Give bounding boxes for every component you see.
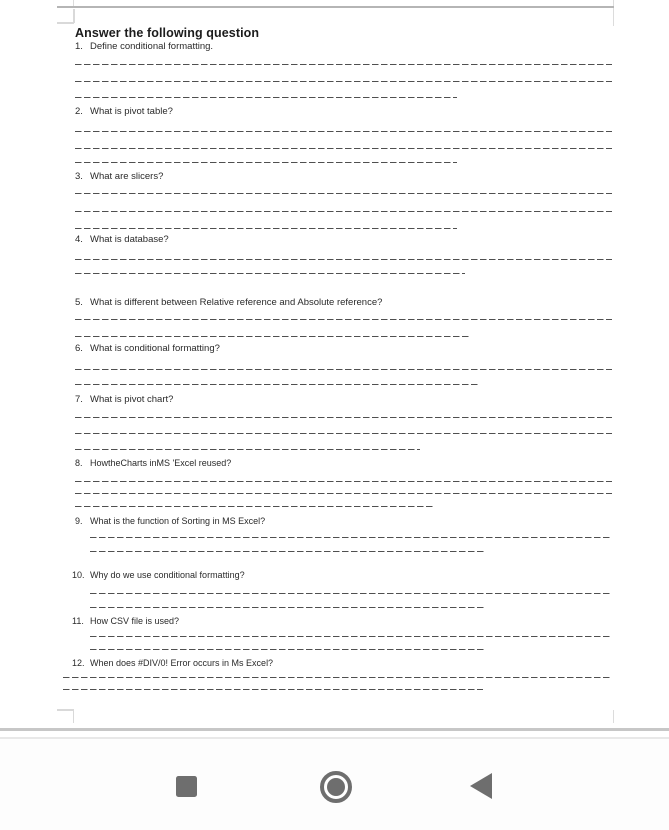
home-button[interactable] xyxy=(320,771,352,803)
question-text: What is pivot chart? xyxy=(90,394,174,405)
answer-blank-line xyxy=(63,689,483,690)
question-number: 10. xyxy=(72,570,85,580)
question-text: What is the function of Sorting in MS Excel? xyxy=(90,516,266,526)
question-text: What is different between Relative reference and Absolute reference? xyxy=(90,297,383,308)
answer-blank-line xyxy=(75,319,612,320)
question-number: 5. xyxy=(75,297,83,308)
margin-crop-mark xyxy=(613,710,614,723)
answer-blank-line xyxy=(75,449,420,450)
question-number: 12. xyxy=(72,658,85,668)
page-break-rule xyxy=(57,6,614,8)
margin-crop-mark xyxy=(73,9,75,23)
question-text: How CSV file is used? xyxy=(90,616,180,626)
answer-blank-line xyxy=(90,636,612,637)
question-item xyxy=(72,616,179,626)
question-number: 6. xyxy=(75,343,83,354)
answer-blank-line xyxy=(75,259,612,260)
question-item xyxy=(75,234,169,245)
question-number: 2. xyxy=(75,106,83,117)
question-item xyxy=(75,41,213,52)
question-item xyxy=(72,570,245,580)
question-number: 3. xyxy=(75,171,83,182)
answer-blank-line xyxy=(75,64,612,65)
question-item xyxy=(72,658,273,668)
android-navbar xyxy=(0,739,669,830)
question-item xyxy=(75,171,163,182)
question-text: Define conditional formatting. xyxy=(90,41,214,52)
answer-blank-line xyxy=(75,433,612,434)
question-text: Why do we use conditional formatting? xyxy=(90,570,245,580)
answer-blank-line xyxy=(75,417,612,418)
question-number: 7. xyxy=(75,394,83,405)
margin-crop-mark xyxy=(57,22,74,24)
answer-blank-line xyxy=(75,336,470,337)
question-item xyxy=(75,343,220,354)
question-item xyxy=(75,106,173,117)
answer-blank-line xyxy=(75,506,433,507)
answer-blank-line xyxy=(75,148,612,149)
answer-blank-line xyxy=(90,551,485,552)
question-item xyxy=(75,394,173,405)
question-item xyxy=(75,458,231,468)
answer-blank-line xyxy=(75,273,465,274)
recents-square-icon xyxy=(176,776,197,797)
answer-blank-line xyxy=(90,649,485,650)
back-triangle-icon xyxy=(470,773,492,799)
question-text: What are slicers? xyxy=(90,171,164,182)
home-circle-icon xyxy=(320,771,352,803)
question-number: 1. xyxy=(75,41,83,52)
answer-blank-line xyxy=(75,481,612,482)
question-text: What is pivot table? xyxy=(90,106,173,117)
question-text: When does #DIV/0! Error occurs in Ms Excel? xyxy=(90,658,274,668)
answer-blank-line xyxy=(75,369,612,370)
answer-blank-line xyxy=(75,131,612,132)
margin-crop-mark xyxy=(613,0,614,26)
back-button[interactable] xyxy=(470,773,492,799)
question-item xyxy=(75,297,382,308)
question-text: What is database? xyxy=(90,234,169,245)
answer-blank-line xyxy=(75,384,478,385)
answer-blank-line xyxy=(90,537,612,538)
content-bottom-divider xyxy=(0,728,669,731)
answer-blank-line xyxy=(63,677,612,678)
question-number: 4. xyxy=(75,234,83,245)
question-number: 8. xyxy=(75,458,83,468)
answer-blank-line xyxy=(75,162,457,163)
answer-blank-line xyxy=(90,607,485,608)
answer-blank-line xyxy=(75,228,457,229)
answer-blank-line xyxy=(75,193,612,194)
answer-blank-line xyxy=(75,81,612,82)
question-number: 11. xyxy=(72,616,84,626)
question-item xyxy=(75,516,265,526)
answer-blank-line xyxy=(75,211,612,212)
answer-blank-line xyxy=(75,97,457,98)
recents-button[interactable] xyxy=(176,776,197,797)
page-title: Answer the following question xyxy=(75,26,260,40)
question-text: What is conditional formatting? xyxy=(90,343,220,354)
margin-crop-mark xyxy=(73,709,75,723)
answer-blank-line xyxy=(75,493,612,494)
question-text: HowtheCharts inMS 'Excel reused? xyxy=(90,458,232,468)
answer-blank-line xyxy=(90,593,612,594)
margin-crop-mark xyxy=(57,709,74,711)
question-number: 9. xyxy=(75,516,83,526)
